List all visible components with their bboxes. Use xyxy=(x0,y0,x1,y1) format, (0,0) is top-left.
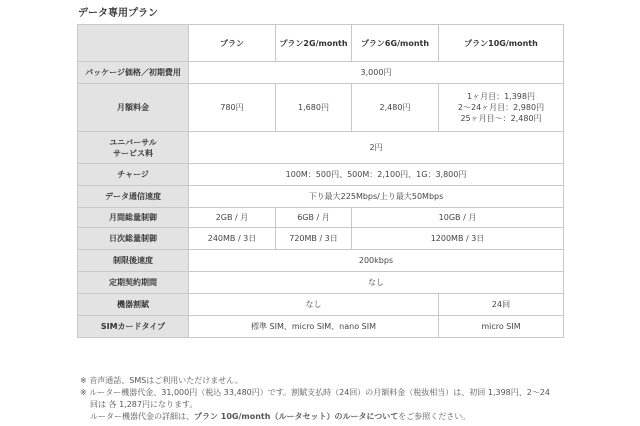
daily-limit-6g: 720MB / 3日 xyxy=(276,228,352,250)
monthly-fee-10g-router: 1ヶ月目：1,398円 2〜24ヶ月目：2,980円 25ヶ月目〜：2,480円 xyxy=(439,84,564,132)
footnote-router-price-cont: 回は 各 1,287円になります。 xyxy=(90,400,198,409)
sim-type-router-plan: micro SIM xyxy=(439,316,564,338)
throttled-speed-value: 200kbps xyxy=(189,250,564,272)
row-label-package: パッケージ価格／初期費用 xyxy=(78,62,189,84)
installment-router-plan: 24回 xyxy=(439,294,564,316)
universal-service-value: 2円 xyxy=(189,132,564,164)
table-row xyxy=(78,208,564,228)
row-label-monthly-fee: 月額料金 xyxy=(78,84,189,132)
row-label-daily-limit: 日次総量制御 xyxy=(78,228,189,250)
plan-comparison-table xyxy=(77,24,564,338)
header-plan-6g: プラン6G/month xyxy=(352,25,439,62)
row-label-speed: データ通信速度 xyxy=(78,186,189,208)
monthly-fee-6g: 1,680円 xyxy=(276,84,352,132)
row-label-installment: 機器割賦 xyxy=(78,294,189,316)
table-row xyxy=(78,62,564,84)
table-row xyxy=(78,272,564,294)
row-label-charge: チャージ xyxy=(78,164,189,186)
row-label-sim-type: SIMカードタイプ xyxy=(78,316,189,338)
footnote-router-details xyxy=(80,411,560,423)
footnotes xyxy=(80,375,560,423)
table-row xyxy=(78,164,564,186)
package-price-value: 3,000円 xyxy=(189,62,564,84)
row-label-contract-period: 定期契約期間 xyxy=(78,272,189,294)
footnote-router-price: ※ ルーター機器代金、31,000円（税込 33,480円）です。割賦支払時（24回）の月額料金（税抜相当）は、初回 1,398円、2〜24 xyxy=(80,388,551,397)
header-row xyxy=(78,25,564,62)
header-plan-2g: プラン2G/month xyxy=(276,25,352,62)
monthly-fee-10g: 2,480円 xyxy=(352,84,439,132)
footnote-voice-sms: ※ 音声通話、SMSはご利用いただけません。 xyxy=(80,376,243,385)
header-plan-10g: プラン10G/month xyxy=(439,25,564,62)
header-plan-label: プラン xyxy=(189,25,276,62)
footnote-router-details-pre: ルーター機器代金の詳細は、 xyxy=(90,412,194,421)
header-corner-cell xyxy=(78,25,189,62)
monthly-limit-2g: 2GB / 月 xyxy=(189,208,276,228)
table-row xyxy=(78,316,564,338)
table-row xyxy=(78,250,564,272)
charge-value: 100M：500円、500M：2,100円、1G：3,800円 xyxy=(189,164,564,186)
speed-value: 下り最大225Mbps/上り最大50Mbps xyxy=(189,186,564,208)
table-row xyxy=(78,84,564,132)
router-details-link[interactable]: プラン 10G/month（ルータセット）のルータについて xyxy=(194,412,399,421)
row-label-throttled-speed: 制限後速度 xyxy=(78,250,189,272)
table-row xyxy=(78,186,564,208)
monthly-limit-10g: 10GB / 月 xyxy=(352,208,564,228)
table-row xyxy=(78,132,564,164)
contract-period-value: なし xyxy=(189,272,564,294)
monthly-limit-6g: 6GB / 月 xyxy=(276,208,352,228)
sim-type-sim-plans: 標準 SIM、micro SIM、nano SIM xyxy=(189,316,439,338)
monthly-fee-2g: 780円 xyxy=(189,84,276,132)
row-label-universal-service: ユニバーサル サービス料 xyxy=(78,132,189,164)
table-row xyxy=(78,294,564,316)
footnote-router-details-post: をご参照ください。 xyxy=(398,412,471,421)
daily-limit-10g: 1200MB / 3日 xyxy=(352,228,564,250)
table-row xyxy=(78,228,564,250)
row-label-monthly-limit: 月間総量制御 xyxy=(78,208,189,228)
installment-sim-plans: なし xyxy=(189,294,439,316)
daily-limit-2g: 240MB / 3日 xyxy=(189,228,276,250)
page-heading: データ専用プラン xyxy=(78,8,158,19)
